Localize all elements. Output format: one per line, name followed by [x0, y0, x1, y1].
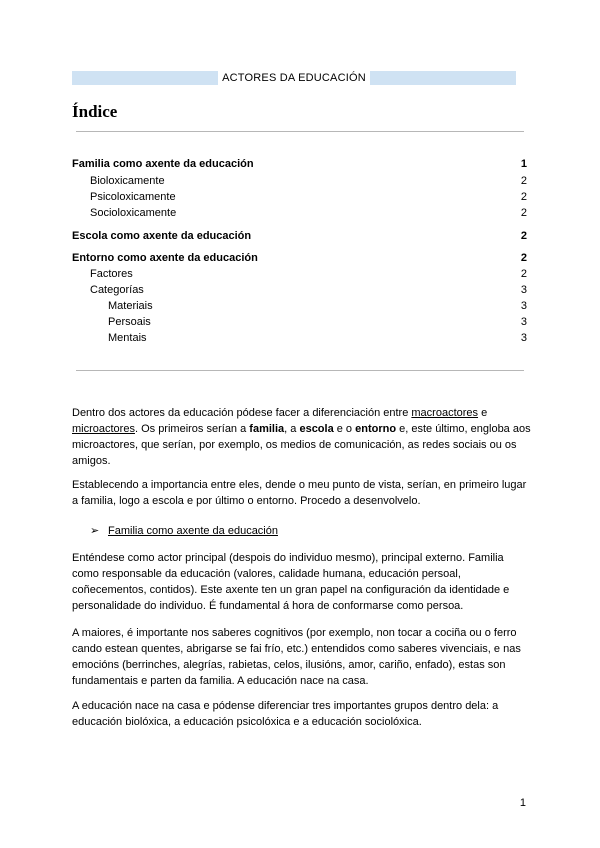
- text-run: e: [478, 407, 488, 419]
- section-bullet: [90, 523, 278, 539]
- text-run: e o: [333, 423, 356, 435]
- text-run: e, este último, engloba aos microactores, que serían, por exemplo, os medios de comunicación, as redes sociais ou os amigos.: [72, 423, 531, 467]
- toc-entry[interactable]: [72, 251, 527, 265]
- paragraph-familia-saberes: [72, 625, 532, 689]
- toc-entry-label: Familia como axente da educación: [72, 158, 254, 170]
- paragraph-text: A maiores, é importante nos saberes cognitivos (por exemplo, non tocar a cociña ou o ferro cando estean quentes, abrigarse se fai frío, etc.) entendidos como saberes vivenciais, e nas emocións (berrinches, alegrías, rabietas, celos, ilusións, amor, cariño, enfado), estas son fundamentais e parten da familia. A educación nace na casa.: [72, 627, 521, 687]
- toc-entry[interactable]: [72, 331, 527, 345]
- toc-entry-label: Materiais: [108, 300, 153, 312]
- toc-entry[interactable]: [72, 174, 527, 188]
- toc-entry[interactable]: [72, 267, 527, 281]
- toc-top-divider: [76, 131, 524, 132]
- toc-entry-page: 2: [520, 175, 527, 187]
- toc-entry[interactable]: [72, 283, 527, 297]
- toc-entry-page: 2: [520, 252, 527, 264]
- toc-entry-page: 3: [520, 332, 527, 344]
- toc-entry-page: 3: [520, 284, 527, 296]
- term-entorno: entorno: [355, 423, 397, 435]
- arrow-bullet-icon: ➢: [90, 525, 100, 537]
- toc-entry[interactable]: [72, 315, 527, 329]
- paragraph-text: A educación nace na casa e pódense diferenciar tres importantes grupos dentro dela: a educación biolóxica, a educación psicolóxica e a educación sociolóxica.: [72, 700, 499, 728]
- toc-entry[interactable]: [72, 206, 527, 220]
- toc-entry-label: Entorno como axente da educación: [72, 252, 258, 264]
- toc-entry-label: Factores: [90, 268, 133, 280]
- toc-entry-page: 2: [520, 268, 527, 280]
- running-header: [72, 71, 516, 85]
- toc-entry[interactable]: [72, 299, 527, 313]
- header-title: ACTORES DA EDUCACIÓN: [218, 71, 370, 85]
- toc-bottom-divider: [76, 370, 524, 371]
- toc-entry-page: 2: [520, 207, 527, 219]
- toc-entry-page: 2: [520, 191, 527, 203]
- paragraph-familia-definition: [72, 550, 532, 614]
- paragraph-importance: [72, 477, 532, 509]
- text-run: , a: [284, 423, 300, 435]
- text-run: . Os primeiros serían a: [134, 423, 250, 435]
- toc-entry-label: Psicoloxicamente: [90, 191, 176, 203]
- paragraph-familia-grupos: [72, 698, 532, 730]
- toc-entry-page: 1: [520, 158, 527, 170]
- toc-entry-label: Mentais: [108, 332, 147, 344]
- term-escola: escola: [299, 423, 334, 435]
- term-microactores: microactores: [72, 423, 135, 435]
- toc-entry-label: Socioloxicamente: [90, 207, 177, 219]
- paragraph-text: Enténdese como actor principal (despois do individuo mesmo), principal externo. Familia como responsable da educación (valores, calidade humana, educación persoal, coñecementos, contidos). Este axente ten un gran papel na configuración da identidade e personalidade do individuo. É fundamental á hora de conformarse como persoa.: [72, 552, 510, 612]
- paragraph-text: Establecendo a importancia entre eles, dende o meu punto de vista, serían, en primeiro lugar a familia, logo a escola e por último o entorno. Procedo a desenvolvelo.: [72, 479, 527, 507]
- toc-entry-label: Categorías: [90, 284, 144, 296]
- toc-entry[interactable]: [72, 229, 527, 243]
- toc-entry-label: Escola como axente da educación: [72, 230, 252, 242]
- text-run: Dentro dos actores da educación pódese facer a diferenciación entre: [72, 407, 412, 419]
- term-familia: familia: [249, 423, 285, 435]
- toc-entry-label: Persoais: [108, 316, 151, 328]
- page-number: 1: [519, 797, 526, 809]
- section-heading-familia: Familia como axente da educación: [108, 525, 278, 537]
- toc-entry-page: 2: [520, 230, 527, 242]
- toc-entry-page: 3: [520, 316, 527, 328]
- term-macroactores: macroactores: [411, 407, 479, 419]
- toc-entry-label: Bioloxicamente: [90, 175, 165, 187]
- toc-entry[interactable]: [72, 157, 527, 171]
- paragraph-intro: [72, 405, 532, 469]
- toc-title: Índice: [72, 102, 118, 121]
- toc-entry[interactable]: [72, 190, 527, 204]
- toc-entry-page: 3: [520, 300, 527, 312]
